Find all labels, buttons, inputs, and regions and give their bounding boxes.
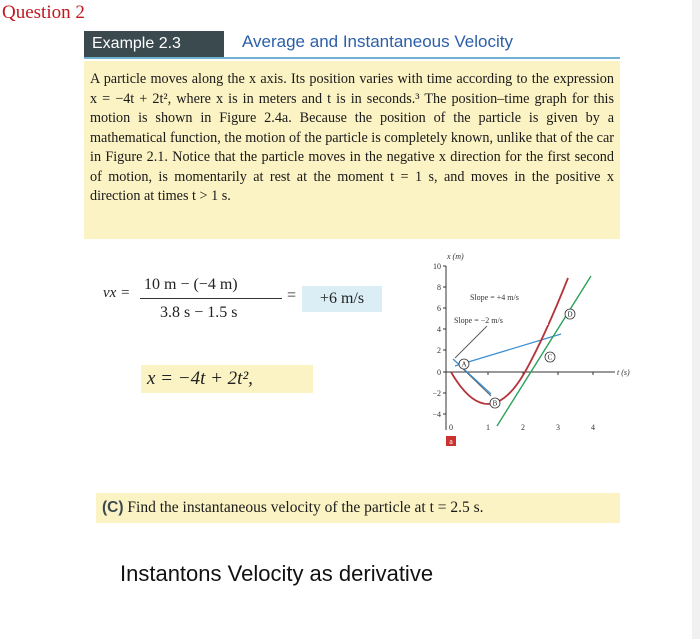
problem-statement-text: A particle moves along the x axis. Its position varies with time according to the expression x = −4t + 2t², where x is in meters and t is in seconds.³ The position–time graph for this motion is shown in Figure 2.4a. Because the position of the particle is given by a mathematical function, the motion of the particle is completely known, unlike that of the car in Figure 2.1. Notice that the particle moves in the negative x direction for the first second of motion, is momentarily at rest at the moment t = 1 s, and moves in the positive x direction at times t > 1 s. [90,71,614,204]
y-axis-label: x (m) [447,252,464,261]
scrollbar-track[interactable] [692,0,700,639]
part-c-text: Find the instantaneous velocity of the particle at t = 2.5 s. [127,499,484,516]
x-tick-label: 1 [486,423,490,432]
slope-positive-label: Slope = +4 m/s [470,293,519,302]
y-tick-label: −2 [432,389,441,398]
x-axis-label: t (s) [617,368,630,377]
fraction-numerator: 10 m − (−4 m) [144,276,238,293]
chord-line [455,326,487,358]
y-tick-label: 4 [437,325,441,334]
question-label: Question 2 [2,2,85,23]
point-b-label: B [492,399,498,408]
point-c-label: C [547,353,553,362]
x-tick-label: 3 [556,423,560,432]
part-c-question [96,493,620,523]
fraction-denominator: 3.8 s − 1.5 s [160,304,238,321]
fraction-bar [140,298,282,299]
y-tick-label: −4 [432,410,441,419]
problem-statement-box [84,61,620,239]
x-tick-label: 2 [521,423,525,432]
slope-negative-label: Slope = −2 m/s [454,316,503,325]
x-tick-label: 0 [449,423,453,432]
position-equation: x = −4t + 2t², [141,365,313,393]
part-c-label: (C) [102,499,124,516]
y-tick-label: 2 [437,346,441,355]
equals-sign: = [287,287,297,304]
position-time-graph [425,248,635,448]
velocity-result: +6 m/s [302,286,382,312]
handwritten-note: Instantons Velocity as derivative [120,561,434,586]
y-tick-label: 0 [437,368,441,377]
y-tick-label: 10 [433,262,441,271]
title-divider [84,57,620,59]
point-a-label: A [461,360,467,369]
y-tick-label: 8 [437,283,441,292]
example-title: Average and Instantaneous Velocity [242,32,513,51]
x-tick-label: 4 [591,423,595,432]
example-badge: Example 2.3 [84,31,224,57]
velocity-symbol: vx = [103,285,131,301]
y-tick-label: 6 [437,304,441,313]
panel-label: a [449,437,453,446]
point-d-label: D [567,310,573,319]
